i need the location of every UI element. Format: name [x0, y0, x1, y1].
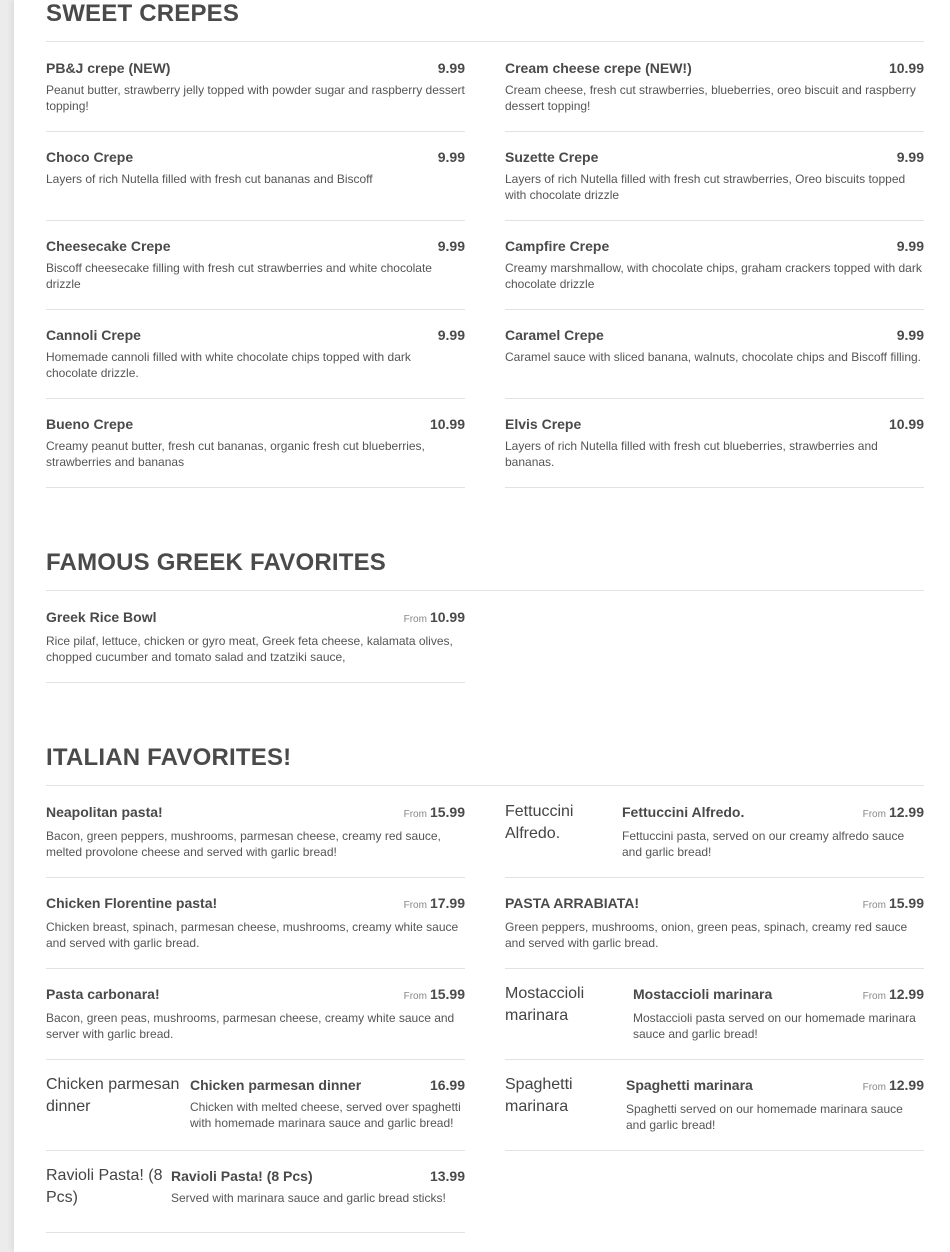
item-name: PB&J crepe (NEW) — [46, 60, 171, 76]
item-description: Bacon, green peas, mushrooms, parmesan cheese, creamy white sauce and server with garlic bread. — [46, 1011, 455, 1041]
price-value: 15.99 — [888, 895, 924, 911]
item-description: Mostaccioli pasta served on our homemade marinara sauce and garlic bread! — [633, 1011, 916, 1041]
item-description: Creamy marshmallow, with chocolate chips, graham crackers topped with dark chocolate drizzle — [505, 261, 922, 291]
price-value: 12.99 — [888, 1077, 924, 1093]
item-description: Rice pilaf, lettuce, chicken or gyro meat, Greek feta cheese, kalamata olives, chopped cucumber and tomato salad and tzatziki sauce, — [46, 634, 453, 664]
item-description: Chicken breast, spinach, parmesan cheese, mushrooms, creamy white sauce and served with garlic bread. — [46, 920, 459, 950]
item-name: Ravioli Pasta! (8 Pcs) — [171, 1168, 313, 1184]
item-price — [404, 894, 465, 915]
item-name: Chicken parmesan dinner — [190, 1077, 362, 1093]
item-name: Cream cheese crepe (NEW!) — [505, 60, 692, 76]
price-value: 15.99 — [429, 804, 465, 820]
item-price — [404, 608, 465, 629]
item-name: Choco Crepe — [46, 149, 134, 165]
menu-item[interactable] — [46, 785, 465, 878]
item-name: PASTA ARRABIATA! — [505, 895, 640, 911]
menu-item[interactable] — [505, 41, 924, 132]
item-price — [863, 985, 924, 1006]
menu-item[interactable] — [46, 1058, 465, 1151]
menu-item[interactable] — [46, 308, 465, 399]
item-description: Green peppers, mushrooms, onion, green peas, spinach, creamy red sauce and served with garlic bread. — [505, 920, 908, 950]
price-from-label: From — [862, 991, 886, 1002]
item-price: 9.99 — [437, 238, 465, 254]
menu-item[interactable] — [46, 876, 465, 969]
item-name: Bueno Crepe — [46, 416, 134, 432]
item-price: 9.99 — [896, 327, 924, 343]
item-name: Caramel Crepe — [505, 327, 604, 343]
item-price: 9.99 — [437, 327, 465, 343]
item-name: Cannoli Crepe — [46, 327, 141, 343]
item-description: Fettuccini pasta, served on our creamy alfredo sauce and garlic bread! — [622, 829, 905, 859]
item-name: Fettuccini Alfredo. — [622, 804, 745, 820]
section-title: ITALIAN FAVORITES! — [46, 744, 292, 771]
item-price: 10.99 — [429, 416, 465, 432]
item-name: Chicken Florentine pasta! — [46, 895, 218, 911]
item-price: 13.99 — [429, 1168, 465, 1184]
item-price: 9.99 — [896, 238, 924, 254]
price-from-label: From — [862, 809, 886, 820]
item-image-placeholder: Chicken parmesan dinner — [46, 1076, 180, 1115]
item-price: 9.99 — [896, 149, 924, 165]
item-image-placeholder: Fettuccini Alfredo. — [505, 803, 574, 842]
item-divider — [46, 682, 465, 683]
item-description: Served with marinara sauce and garlic bread sticks! — [171, 1191, 446, 1205]
section-title: SWEET CREPES — [46, 0, 240, 27]
item-price: 10.99 — [888, 60, 924, 76]
price-value: 15.99 — [429, 986, 465, 1002]
item-image-placeholder: Spaghetti marinara — [505, 1076, 573, 1115]
price-from-label: From — [403, 991, 427, 1002]
item-price — [863, 894, 924, 915]
item-name: Campfire Crepe — [505, 238, 610, 254]
item-price — [863, 1076, 924, 1097]
menu-item[interactable] — [46, 397, 465, 488]
price-value: 10.99 — [429, 609, 465, 625]
item-description: Biscoff cheesecake filling with fresh cut strawberries and white chocolate drizzle — [46, 261, 432, 291]
menu-item[interactable] — [505, 967, 924, 1060]
item-name: Neapolitan pasta! — [46, 804, 163, 820]
item-divider — [46, 487, 465, 488]
price-value: 17.99 — [429, 895, 465, 911]
item-price — [404, 985, 465, 1006]
menu-item[interactable] — [46, 41, 465, 132]
item-name: Greek Rice Bowl — [46, 609, 157, 625]
item-description: Creamy peanut butter, fresh cut bananas, organic fresh cut blueberries, strawberries and bananas — [46, 439, 425, 469]
menu-item[interactable] — [46, 590, 465, 683]
price-from-label: From — [862, 900, 886, 911]
menu-item[interactable] — [505, 1058, 924, 1151]
price-value: 12.99 — [888, 986, 924, 1002]
item-description: Chicken with melted cheese, served over spaghetti with homemade marinara sauce and garlic bread! — [190, 1100, 461, 1130]
menu-item[interactable] — [505, 219, 924, 310]
item-name: Mostaccioli marinara — [633, 986, 773, 1002]
item-description: Caramel sauce with sliced banana, walnuts, chocolate chips and Biscoff filling. — [505, 350, 922, 364]
menu-item[interactable] — [505, 308, 924, 399]
item-image-placeholder: Ravioli Pasta! (8 Pcs) — [46, 1167, 163, 1206]
menu-item[interactable] — [505, 397, 924, 488]
item-description: Homemade cannoli filled with white chocolate chips topped with dark chocolate drizzle. — [46, 350, 411, 380]
price-from-label: From — [862, 1082, 886, 1093]
item-name: Spaghetti marinara — [626, 1077, 753, 1093]
item-name: Cheesecake Crepe — [46, 238, 171, 254]
item-description: Peanut butter, strawberry jelly topped with powder sugar and raspberry dessert topping! — [46, 83, 465, 113]
price-from-label: From — [403, 900, 427, 911]
menu-item[interactable] — [46, 967, 465, 1060]
menu-item[interactable] — [46, 1149, 465, 1234]
item-name: Suzette Crepe — [505, 149, 599, 165]
item-divider — [505, 1150, 924, 1151]
item-description: Layers of rich Nutella filled with fresh cut strawberries, Oreo biscuits topped with chocolate drizzle — [505, 172, 906, 202]
item-price: 9.99 — [437, 60, 465, 76]
item-divider — [46, 1232, 465, 1233]
item-description: Bacon, green peppers, mushrooms, parmesan cheese, creamy red sauce, melted provolone cheese and served with garlic bread! — [46, 829, 441, 859]
menu-item[interactable] — [505, 876, 924, 969]
price-from-label: From — [403, 809, 427, 820]
section-title: FAMOUS GREEK FAVORITES — [46, 549, 386, 576]
menu-item[interactable] — [46, 219, 465, 310]
item-description: Cream cheese, fresh cut strawberries, blueberries, oreo biscuit and raspberry dessert topping! — [505, 83, 916, 113]
item-description: Spaghetti served on our homemade marinara sauce and garlic bread! — [626, 1102, 903, 1132]
item-price: 16.99 — [429, 1077, 465, 1093]
price-from-label: From — [403, 614, 427, 625]
menu-page — [14, 0, 950, 1252]
item-name: Elvis Crepe — [505, 416, 582, 432]
item-description: Layers of rich Nutella filled with fresh cut bananas and Biscoff — [46, 172, 373, 186]
item-price: 10.99 — [888, 416, 924, 432]
item-image-placeholder: Mostaccioli marinara — [505, 985, 585, 1024]
item-divider — [505, 487, 924, 488]
item-price — [404, 803, 465, 824]
price-value: 12.99 — [888, 804, 924, 820]
menu-item[interactable] — [505, 785, 924, 878]
menu-item[interactable] — [505, 130, 924, 221]
item-price — [863, 803, 924, 824]
item-price: 9.99 — [437, 149, 465, 165]
menu-item[interactable] — [46, 130, 465, 221]
item-name: Pasta carbonara! — [46, 986, 160, 1002]
item-description: Layers of rich Nutella filled with fresh cut blueberries, strawberries and bananas. — [505, 439, 878, 469]
